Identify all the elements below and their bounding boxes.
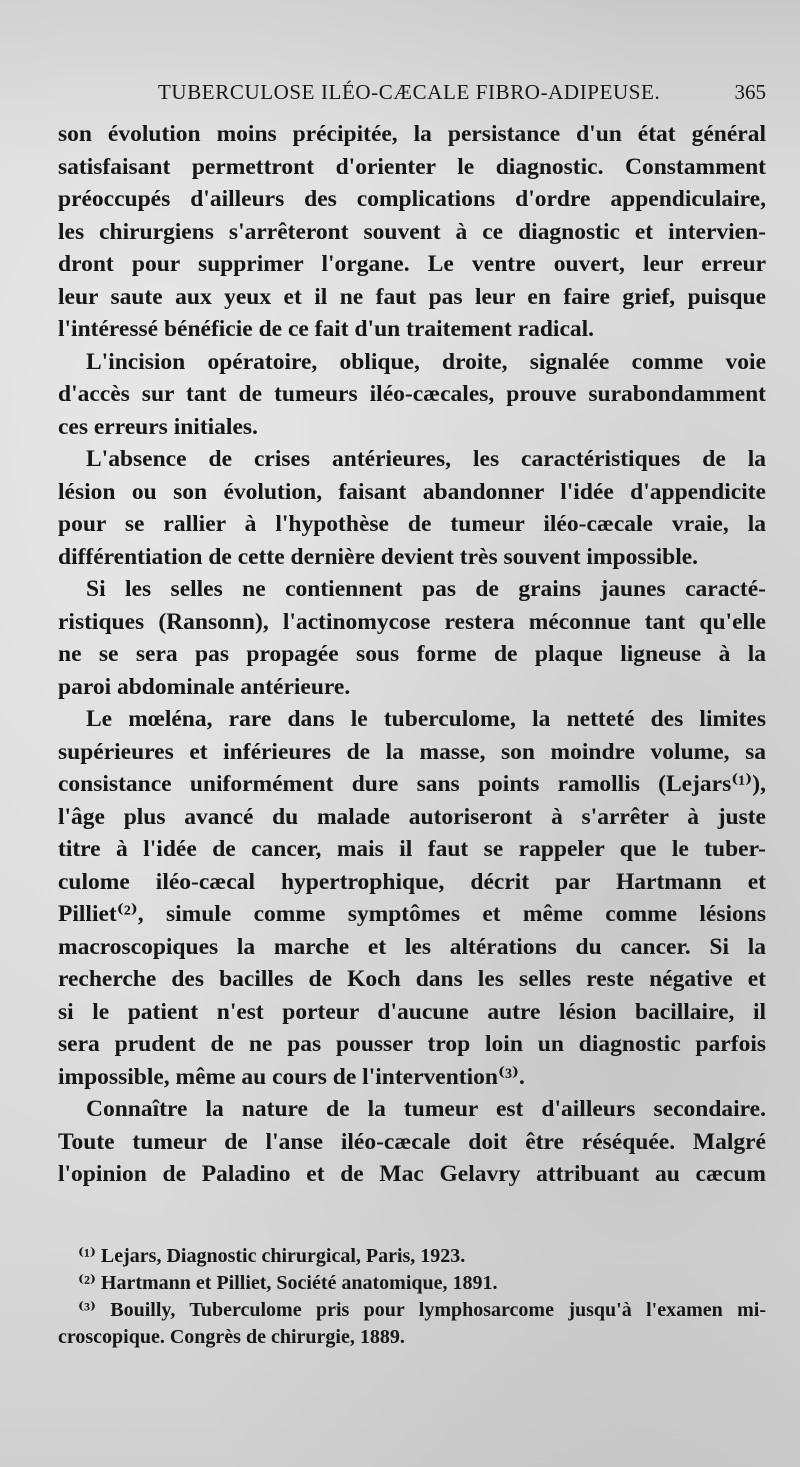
- text-line: Le mœléna, rare dans le tuberculome, la netteté des limites: [86, 706, 766, 732]
- text-line: macroscopiques la marche et les altérations du cancer. Si la: [58, 933, 766, 960]
- text-line: l'intéressé bénéficie de ce fait d'un traitement radical.: [58, 316, 595, 342]
- text-line: pour se rallier à l'hypothèse de tumeur iléo-cæcale vraie, la: [58, 511, 766, 537]
- text-line: ne se sera pas propagée sous forme de plaque ligneuse à la: [58, 641, 766, 667]
- footnote: ⁽²⁾ Hartmann et Pilliet, Société anatomique, 1891.: [78, 1272, 498, 1294]
- text-line: sera prudent de ne pas pousser trop loin un diagnostic parfois: [58, 1031, 766, 1057]
- text-line: lésion ou son évolution, faisant abandonner l'idée d'appendicite: [58, 478, 766, 505]
- text-line: dront pour supprimer l'organe. Le ventre ouvert, leur erreur: [58, 251, 766, 277]
- text-line: L'absence de crises antérieures, les caractéristiques de la: [86, 446, 766, 472]
- text-line: culome iléo-cæcal hypertrophique, décrit par Hartmann et: [58, 868, 766, 895]
- text-line: différentiation de cette dernière devient très souvent impossible.: [58, 543, 699, 570]
- footnote: ⁽¹⁾ Lejars, Diagnostic chirurgical, Paris, 1923.: [78, 1245, 466, 1267]
- text-line: Toute tumeur de l'anse iléo-cæcale doit être réséquée. Malgré: [58, 1128, 766, 1155]
- text-line: Pilliet⁽²⁾, simule comme symptômes et même comme lésions: [58, 901, 766, 927]
- text-line: préoccupés d'ailleurs des complications d'ordre appendiculaire,: [58, 186, 766, 212]
- text-line: titre à l'idée de cancer, mais il faut se rappeler que le tuber-: [58, 836, 766, 862]
- text-line: si le patient n'est porteur d'aucune autre lésion bacillaire, il: [58, 998, 766, 1025]
- text-line: recherche des bacilles de Koch dans les selles reste négative et: [58, 966, 766, 992]
- footnotes: [58, 1243, 766, 1351]
- footnote: ⁽³⁾ Bouilly, Tuberculome pris pour lymphosarcome jusqu'à l'examen mi-: [78, 1299, 766, 1321]
- text-line: impossible, même au cours de l'intervention⁽³⁾.: [58, 1063, 525, 1090]
- text-line: les chirurgiens s'arrêteront souvent à ce diagnostic et intervien-: [58, 218, 766, 245]
- text-line: Si les selles ne contiennent pas de grains jaunes caracté-: [86, 576, 766, 602]
- running-title: TUBERCULOSE ILÉO-CÆCALE FIBRO-ADIPEUSE.: [158, 80, 661, 104]
- text-line: son évolution moins précipitée, la persistance d'un état général: [58, 121, 766, 147]
- text-line: paroi abdominale antérieure.: [58, 673, 351, 700]
- text-line: ristiques (Ransonn), l'actinomycose restera méconnue tant qu'elle: [58, 608, 766, 635]
- text-line: Connaître la nature de la tumeur est d'ailleurs secondaire.: [86, 1096, 766, 1122]
- text-line: supérieures et inférieures de la masse, son moindre volume, sa: [58, 738, 766, 765]
- text-line: leur saute aux yeux et il ne faut pas leur en faire grief, puisque: [58, 283, 766, 310]
- text-line: L'incision opératoire, oblique, droite, signalée comme voie: [86, 348, 766, 375]
- text-line: ces erreurs initiales.: [58, 413, 258, 440]
- body-text: [58, 118, 766, 1191]
- text-line: l'opinion de Paladino et de Mac Gelavry attribuant au cæcum: [58, 1161, 766, 1187]
- page-header: [158, 80, 766, 110]
- text-line: consistance uniformément dure sans points ramollis (Lejars⁽¹⁾),: [58, 771, 766, 797]
- text-line: d'accès sur tant de tumeurs iléo-cæcales, prouve surabondamment: [58, 381, 766, 407]
- page-number: 365: [734, 80, 766, 104]
- text-line: l'âge plus avancé du malade autoriseront à s'arrêter à juste: [58, 803, 766, 830]
- text-line: satisfaisant permettront d'orienter le diagnostic. Constamment: [58, 153, 766, 180]
- footnote-continuation: croscopique. Congrès de chirurgie, 1889.: [58, 1326, 405, 1348]
